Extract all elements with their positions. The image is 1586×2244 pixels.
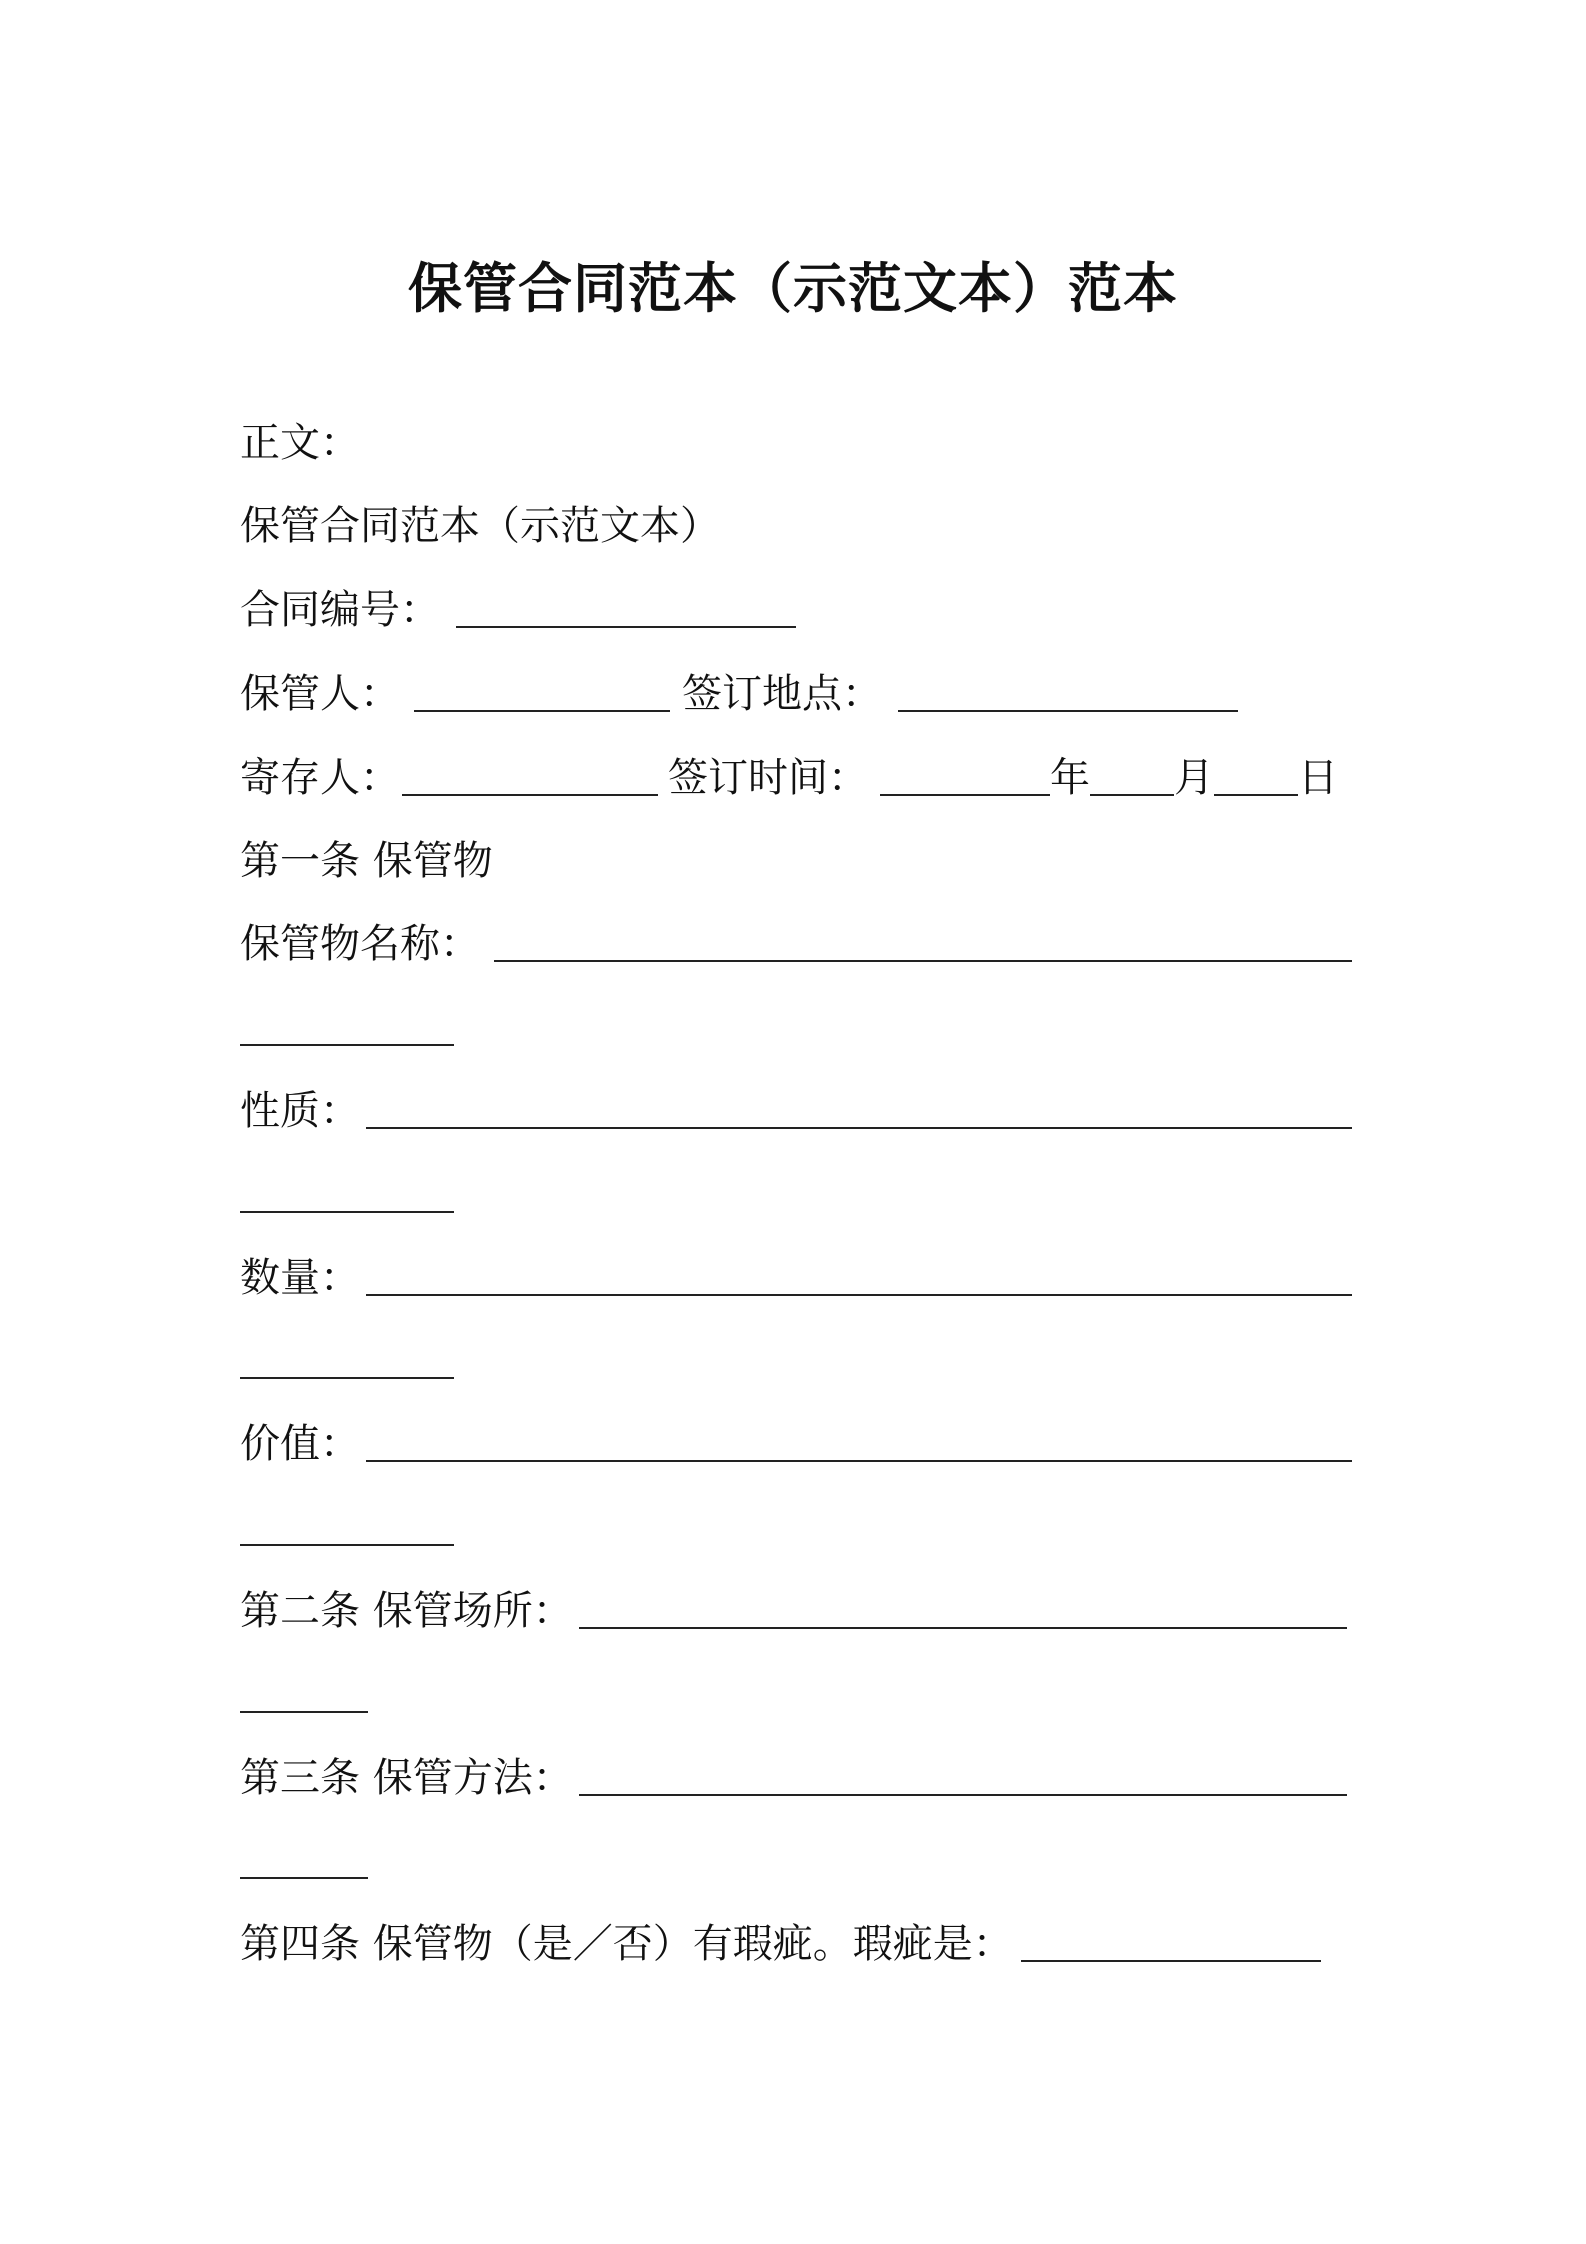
- article1-line: [240, 831, 493, 891]
- defect-blank[interactable]: [1021, 1960, 1321, 1962]
- nature-blank[interactable]: [366, 1127, 1352, 1129]
- nature-label: 性质：: [240, 1088, 360, 1134]
- storage-method-blank[interactable]: [579, 1794, 1347, 1796]
- month-label: 月: [1174, 755, 1214, 801]
- quantity-line: [240, 1248, 1352, 1308]
- article3-line: [240, 1748, 1347, 1808]
- contract-no-line: [240, 580, 796, 640]
- sign-year-blank[interactable]: [880, 794, 1050, 796]
- item-name-line: [240, 914, 1352, 974]
- value-blank[interactable]: [366, 1460, 1352, 1462]
- item-name-continuation: [240, 998, 454, 1058]
- quantity-blank[interactable]: [366, 1294, 1352, 1296]
- value-label: 价值：: [240, 1421, 360, 1467]
- custodian-line: [240, 664, 1238, 724]
- value-line: [240, 1414, 1352, 1474]
- nature-line: [240, 1081, 1352, 1141]
- depositor-label: 寄存人：: [240, 755, 400, 801]
- article2-line: [240, 1581, 1347, 1641]
- quantity-blank-cont[interactable]: [240, 1377, 454, 1379]
- article2-continuation: [240, 1665, 368, 1725]
- quantity-label: 数量：: [240, 1255, 360, 1301]
- depositor-line: [240, 748, 1338, 808]
- nature-continuation: [240, 1165, 454, 1225]
- subtitle: 保管合同范本（示范文本）: [240, 503, 720, 549]
- subtitle-line: [240, 496, 720, 556]
- quantity-continuation: [240, 1331, 454, 1391]
- sign-time-label: 签订时间：: [668, 755, 868, 801]
- sign-month-blank[interactable]: [1090, 794, 1174, 796]
- storage-place-blank-cont[interactable]: [240, 1711, 368, 1713]
- custodian-blank[interactable]: [414, 710, 670, 712]
- sign-place-label: 签订地点：: [682, 671, 882, 717]
- contract-no-label: 合同编号：: [240, 587, 440, 633]
- contract-no-blank[interactable]: [456, 626, 796, 628]
- sign-place-blank[interactable]: [898, 710, 1238, 712]
- storage-place-blank[interactable]: [579, 1627, 1347, 1629]
- article3-label: 第三条 保管方法：: [240, 1755, 573, 1801]
- article4-line: [240, 1914, 1321, 1974]
- document-title: 保管合同范本（示范文本）范本: [408, 257, 1178, 320]
- depositor-blank[interactable]: [402, 794, 658, 796]
- item-name-blank-cont[interactable]: [240, 1044, 454, 1046]
- storage-method-blank-cont[interactable]: [240, 1877, 368, 1879]
- item-name-label: 保管物名称：: [240, 921, 480, 967]
- day-label: 日: [1298, 755, 1338, 801]
- body-label: 正文：: [240, 420, 360, 466]
- article4-label: 第四条 保管物（是／否）有瑕疵。瑕疵是：: [240, 1921, 1013, 1967]
- nature-blank-cont[interactable]: [240, 1211, 454, 1213]
- custodian-label: 保管人：: [240, 671, 400, 717]
- value-blank-cont[interactable]: [240, 1544, 454, 1546]
- article1-heading: 第一条 保管物: [240, 838, 493, 884]
- sign-day-blank[interactable]: [1214, 794, 1298, 796]
- body-label-line: [240, 413, 360, 473]
- item-name-blank[interactable]: [494, 960, 1352, 962]
- article3-continuation: [240, 1831, 368, 1891]
- article2-label: 第二条 保管场所：: [240, 1588, 573, 1634]
- year-label: 年: [1050, 755, 1090, 801]
- value-continuation: [240, 1498, 454, 1558]
